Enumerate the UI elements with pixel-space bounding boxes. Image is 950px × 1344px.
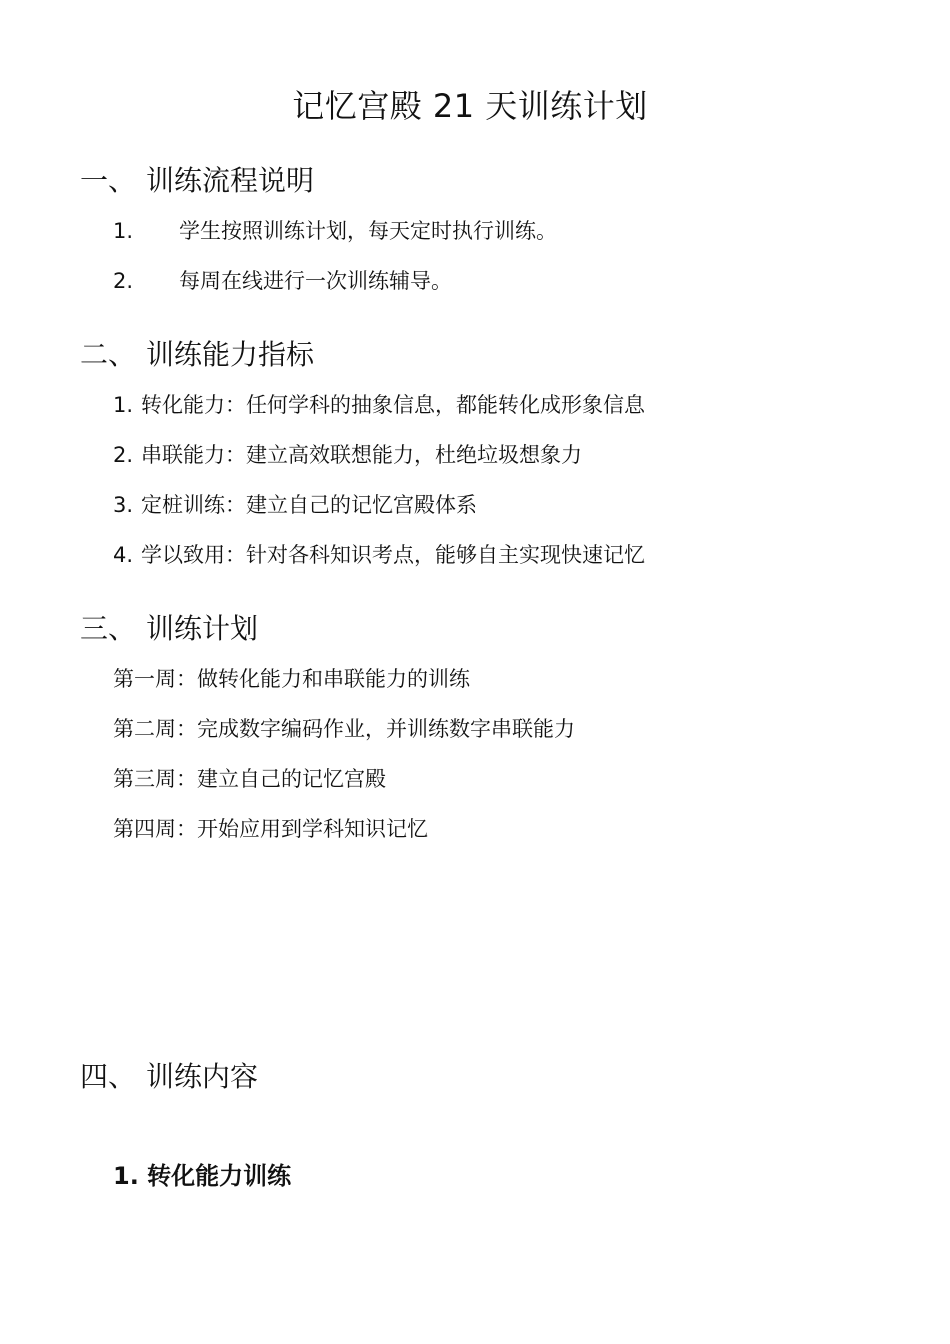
list-text: 学生按照训练计划，每天定时执行训练。 bbox=[179, 219, 557, 243]
list-text: 串联能力：建立高效联想能力，杜绝垃圾想象力 bbox=[141, 443, 582, 467]
list-text: 转化能力：任何学科的抽象信息，都能转化成形象信息 bbox=[141, 393, 645, 417]
section-title: 训练能力指标 bbox=[146, 338, 315, 371]
list-text: 定桩训练：建立自己的记忆宫殿体系 bbox=[141, 493, 477, 517]
plan-week-2: 第二周：完成数字编码作业，并训练数字串联能力 bbox=[113, 717, 575, 741]
document-title: 记忆宫殿 21 天训练计划 bbox=[292, 87, 648, 125]
list-item bbox=[113, 266, 452, 296]
list-index: 2. bbox=[113, 443, 134, 467]
section-heading-4 bbox=[80, 1059, 258, 1095]
section-number: 一、 bbox=[80, 164, 137, 197]
section-number: 二、 bbox=[80, 338, 137, 371]
list-index: 2. bbox=[113, 269, 134, 293]
list-index: 4. bbox=[113, 543, 134, 567]
section-title: 训练计划 bbox=[146, 612, 259, 645]
plan-week-1: 第一周：做转化能力和串联能力的训练 bbox=[113, 667, 470, 691]
section-heading-2 bbox=[80, 337, 314, 373]
list-index: 3. bbox=[113, 493, 134, 517]
section-title: 训练内容 bbox=[146, 1060, 259, 1093]
list-item bbox=[113, 440, 582, 470]
list-text: 每周在线进行一次训练辅导。 bbox=[179, 269, 452, 293]
list-item bbox=[113, 490, 477, 520]
subsection-heading: 1. 转化能力训练 bbox=[113, 1162, 292, 1190]
list-text: 学以致用：针对各科知识考点，能够自主实现快速记忆 bbox=[141, 543, 645, 567]
section-title: 训练流程说明 bbox=[146, 164, 315, 197]
list-item bbox=[113, 390, 645, 420]
section-heading-3 bbox=[80, 611, 258, 647]
section-number: 三、 bbox=[80, 612, 137, 645]
section-number: 四、 bbox=[80, 1060, 137, 1093]
section-heading-1 bbox=[80, 163, 314, 199]
list-index: 1. bbox=[113, 219, 134, 243]
list-item bbox=[113, 216, 557, 246]
list-item bbox=[113, 540, 645, 570]
plan-week-4: 第四周：开始应用到学科知识记忆 bbox=[113, 817, 428, 841]
plan-week-3: 第三周：建立自己的记忆宫殿 bbox=[113, 767, 386, 791]
list-index: 1. bbox=[113, 393, 134, 417]
